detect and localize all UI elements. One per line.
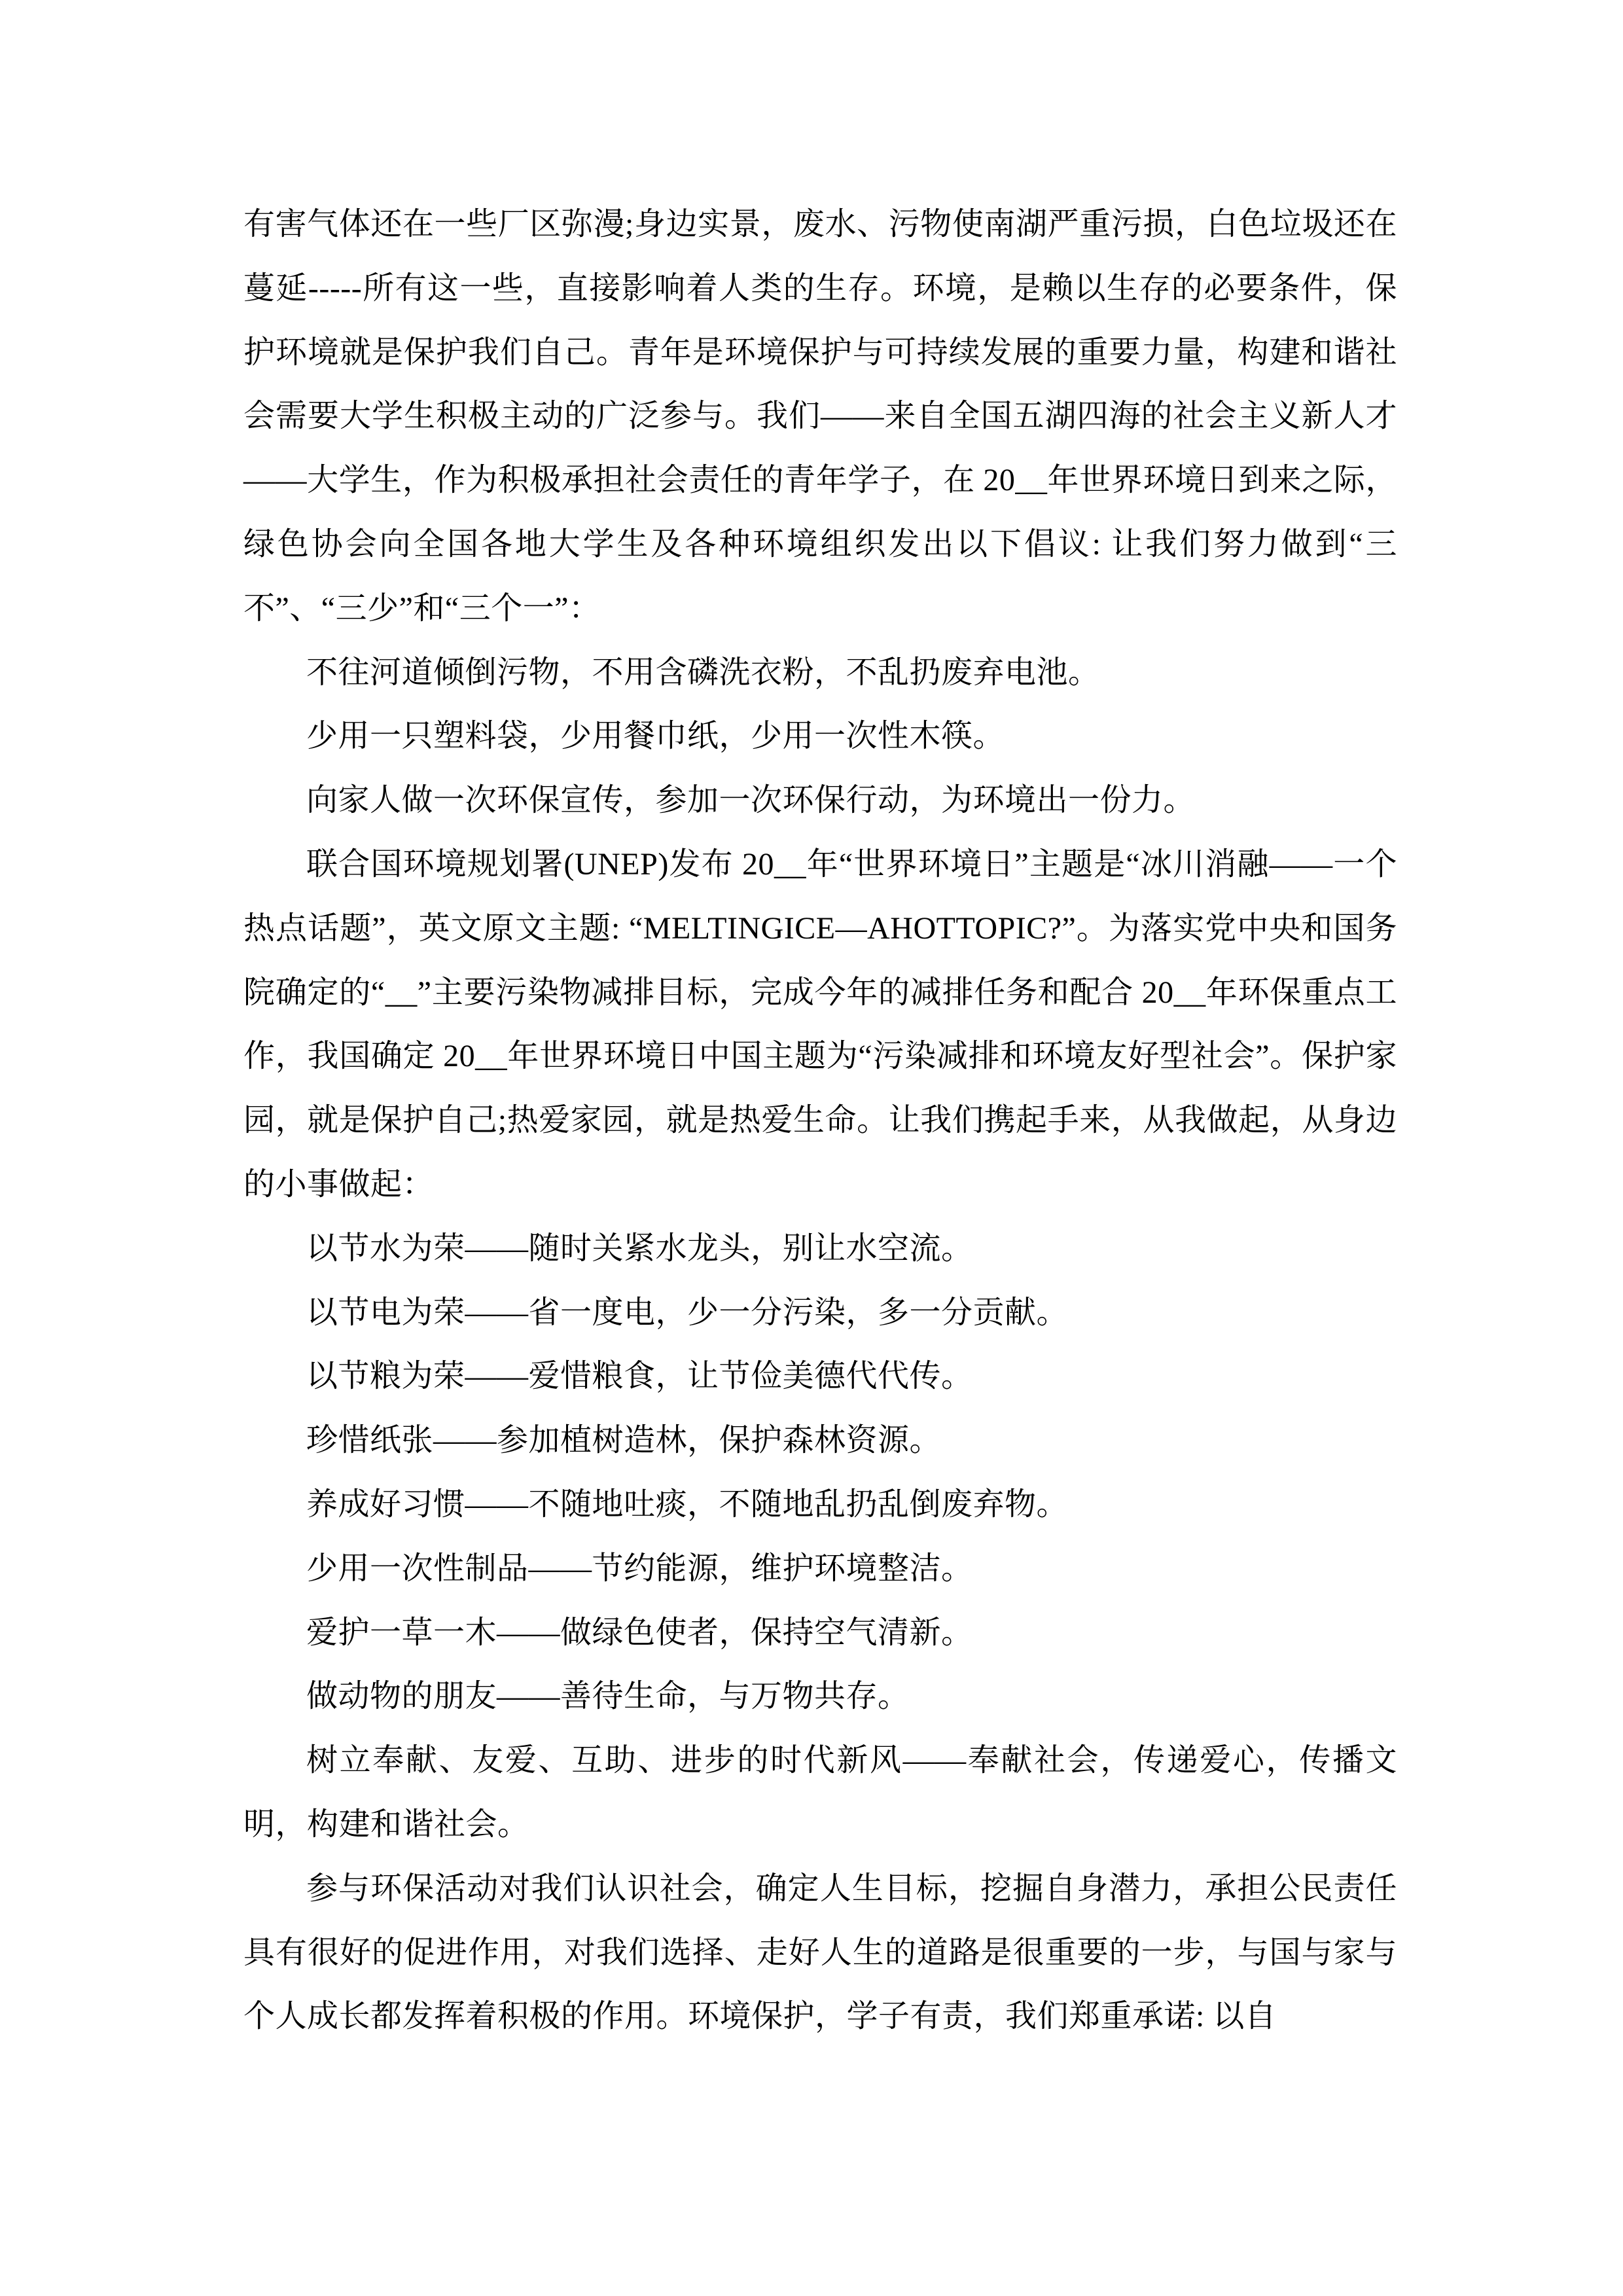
paragraph-11: 少用一次性制品——节约能源，维护环境整洁。 bbox=[306, 1551, 973, 1586]
paragraph-12: 爱护一草一木——做绿色使者，保持空气清新。 bbox=[306, 1615, 973, 1650]
paragraph-01: 有害气体还在一些厂区弥漫;身边实景，废水、污物使南湖严重污损，白色垃圾还在蔓延-----所有这一些，直接影响着人类的生存。环境，是赖以生存的必要条件，保护环境就是保护我们自己。青年是环境保护与可持续发展的重要力量，构建和谐社会需要大学生积极主动的广泛参与。我们——来自全国五湖四海的社会主义新人才——大学生，作为积极承担社会责任的青年学子，在 20__年世界环境日到来之际，绿色协会向全国各地大学生及各种环境组织发出以下倡议: 让我们努力做到“三不”、“三少”和“三个一”： bbox=[243, 207, 1397, 626]
text-block bbox=[243, 192, 1397, 2049]
paragraph-04: 向家人做一次环保宣传，参加一次环保行动，为环境出一份力。 bbox=[306, 783, 1196, 818]
paragraph-13: 做动物的朋友——善待生命，与万物共存。 bbox=[306, 1679, 910, 1714]
paragraph-05: 联合国环境规划署(UNEP)发布 20__年“世界环境日”主题是“冰川消融——一个热点话题”，英文原文主题: “MELTINGICE—AHOTTOPIC?”。为落实党中央和国务院确定的“__”主要污染物减排目标，完成今年的减排任务和配合 20__年环保重点工作，我国确定 20__年世界环境日中国主题为“污染减排和环境友好型社会”。保护家园，就是保护自己;热爱家园，就是热爱生命。让我们携起手来，从我做起，从身边的小事做起： bbox=[243, 846, 1397, 1202]
paragraph-02: 不往河道倾倒污物，不用含磷洗衣粉，不乱扔废弃电池。 bbox=[306, 655, 1100, 690]
paragraph-10: 养成好习惯——不随地吐痰，不随地乱扔乱倒废弃物。 bbox=[306, 1486, 1069, 1522]
paragraph-15: 参与环保活动对我们认识社会，确定人生目标，挖掘自身潜力，承担公民责任具有很好的促进作用，对我们选择、走好人生的道路是很重要的一步，与国与家与个人成长都发挥着积极的作用。环境保护，学子有责，我们郑重承诺: 以自 bbox=[243, 1871, 1397, 2034]
paragraph-07: 以节电为荣——省一度电，少一分污染，多一分贡献。 bbox=[306, 1295, 1069, 1330]
paragraph-03: 少用一只塑料袋，少用餐巾纸，少用一次性木筷。 bbox=[306, 719, 1005, 754]
paragraph-08: 以节粮为荣——爱惜粮食，让节俭美德代代传。 bbox=[306, 1359, 973, 1394]
paragraph-14: 树立奉献、友爱、互助、进步的时代新风——奉献社会，传递爱心，传播文明，构建和谐社会。 bbox=[243, 1743, 1397, 1842]
paragraph-09: 珍惜纸张——参加植树造林，保护森林资源。 bbox=[306, 1423, 942, 1458]
paragraph-06: 以节水为荣——随时关紧水龙头，别让水空流。 bbox=[306, 1230, 973, 1266]
